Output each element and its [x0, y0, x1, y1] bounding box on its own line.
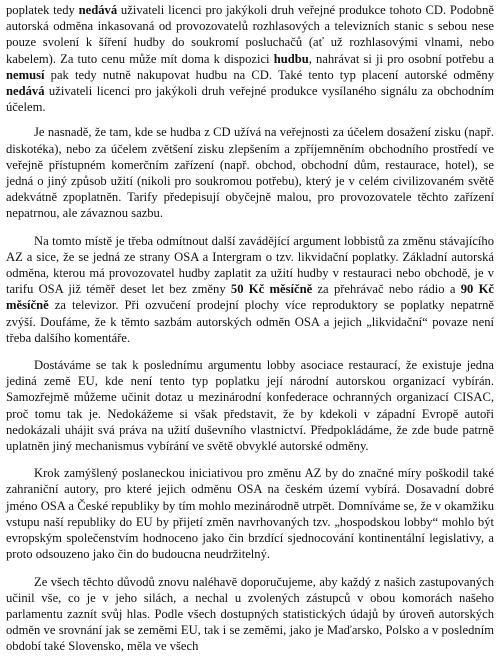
text-run: Je nasnadě, že tam, kde se hudba z CD užívá na veřejnosti za účelem dosažení zisku (např. diskotéka), nebo za účelem zvětšení zisku zlepšením a zpříjemněním obchodního prostředí ve veřejně přístupném komerčním zařízení (např. obchod, obchodní dům, restaurace, hotel), se jedná o jiný způsob užití (nikoli pro soukromou potřebu), který je v celém civilizovaném světě adekvátně zpoplatněn. Tarify předepisují obyčejně malou, pro provozovatele těchto zařízení nepatrnou, ale závaznou sazbu. [6, 125, 494, 221]
paragraph-1 [6, 2, 494, 115]
emphasized-text: 90 Kč měsíčně [6, 282, 494, 313]
text-run: za přehrávač nebo rádio a [312, 282, 461, 297]
text-run: uživateli licenci pro jakýkoli druh veřejné produkce vysílaného signálu za obchodním účelem. [6, 84, 494, 115]
text-run: Ze všech těchto důvodů znovu naléhavě doporučujeme, aby každý z našich zastupovaných učinil vše, co je v jeho silách, a nechal u zvolených zástupců v obou komorách našeho parlamentu zaznít svůj hlas. Podle všech dostupných statistických údajů by úroveň autorských odměn ve srovnání jak se zeměmi EU, tak i se zeměmi, jako je Maďarsko, Polsko a v posledním období také Slovensko, měla ve všech [6, 574, 494, 654]
text-run: Krok zamýšlený poslaneckou iniciativou pro změnu AZ by do značné míry poškodil také zahraniční autory, pro které jejich odměnu OSA na českém území vybírá. Dosavadní dobré jméno OSA a České republiky by tím mohlo mezinárodně utrpět. Domníváme se, že v okamžiku vstupu naší republiky do EU by přijetí změn navrhovaných tzv. „hospodskou lobby“ mohlo být evropským společenstvím hodnoceno jako čin brzdící sjednocování kontinentální legislativy, a proto odsouzeno jako čin do budoucna neudržitelný. [6, 466, 494, 562]
emphasized-text: nedává [6, 84, 45, 99]
text-run: uživateli licenci pro jakýkoli druh veřejné produkce tohoto CD. Podobně autorská odměna inkasovaná od provozovatelů rozhlasových a televizních stanic s sebou nese pouze svolení k šíření hudby do soukromí posluchačů (ať už rozhlasovými vlnami, nebo kabelem). Za tuto cenu může mít doma k dispozici [6, 3, 494, 66]
text-run: pak tedy nutně nakupovat hudbu na CD. Také tento typ placení autorské odměny [44, 67, 494, 82]
emphasized-text: nedává [78, 3, 118, 17]
text-run: za televizor. Při ozvučení prodejní plochy více reproduktory se poplatky nepatrně zvýší. Doufáme, že k těmto sazbám autorských odměn OSA a jejich „likvidační“ povaze není třeba dalšího komentáře. [6, 298, 494, 345]
emphasized-text: hudbu [273, 51, 309, 66]
text-run: poplatek tedy [6, 3, 79, 17]
paragraph-6 [6, 574, 494, 655]
text-run: Na tomto místě je třeba odmítnout další zavádějící argument lobbistů za změnu stávajícího AZ a sice, že se jedná ze strany OSA a Intergram o tzv. likvidační poplatky. Základní autorská odměna, kterou má provozovatel hudby zaplatit za užití hudby v restauraci nebo obchodě, je v tarifu OSA již téměř deset let bez změny [6, 233, 494, 297]
paragraph-5 [6, 465, 494, 562]
paragraph-4 [6, 357, 494, 454]
text-run: Dostáváme se tak k poslednímu argumentu lobby asociace restaurací, že existuje jedna jediná země EU, kde není tento typ poplatku její národní autorskou organizací vybírán. Samozřejmě můžeme učinit dotaz u mezinárodní konfederace ochranných organizací CISAC, proč tomu tak je. Nedokážeme si však představit, že by kdekoli v západní Evropě autoři nedokázali uhájit svá práva na užití duševního vlastnictví. Předpokládáme, že zde bude patrně uplatněn jiný mechanismus vybírání ve světě obvyklé autorské odměny. [6, 358, 494, 454]
emphasized-text: 50 Kč měsíčně [230, 282, 313, 297]
emphasized-text: nemusí [6, 67, 45, 82]
text-run: , nahrávat si ji pro osobní potřebu a [308, 51, 495, 66]
paragraph-2 [6, 124, 494, 221]
paragraph-3 [6, 233, 494, 346]
